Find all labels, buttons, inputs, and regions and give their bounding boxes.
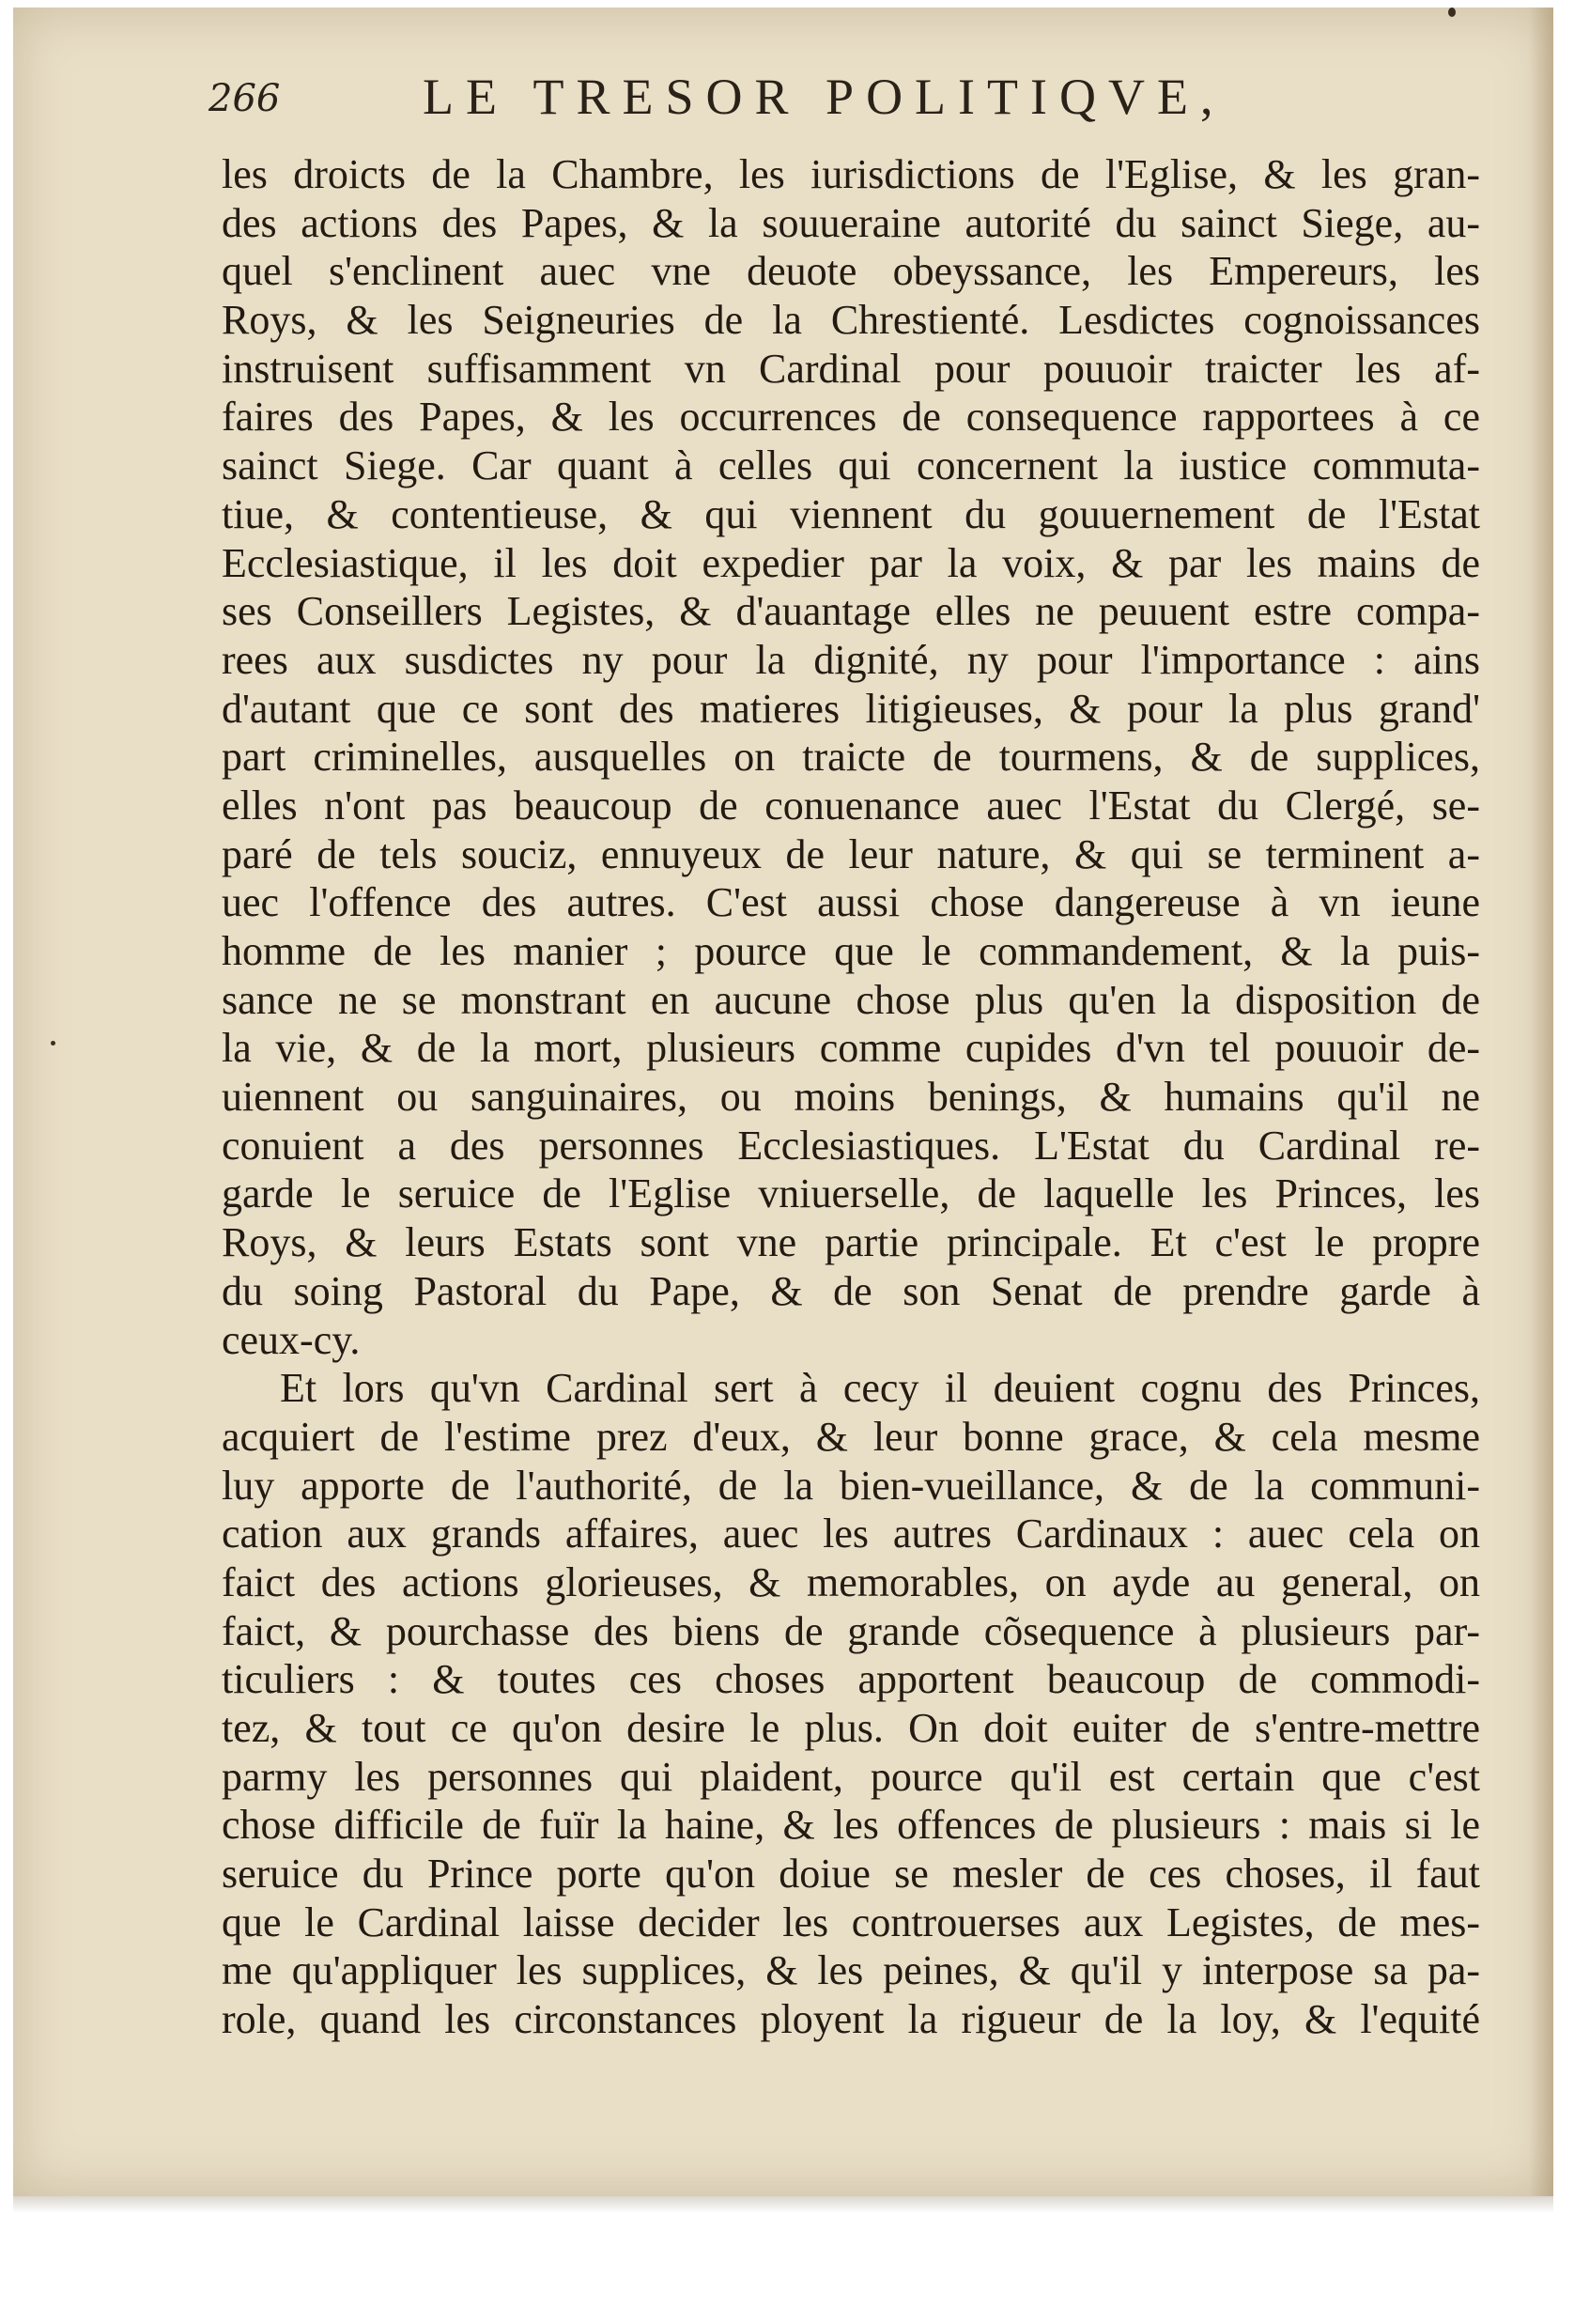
text-line: ses Conseillers Legistes, & d'auantage elles ne peuuent estre compa- bbox=[222, 588, 1480, 635]
text-line: du soing Pastoral du Pape, & de son Senat de prendre garde à bbox=[222, 1267, 1480, 1314]
text-line: ceux-cy. bbox=[222, 1316, 361, 1363]
text-line: part criminelles, ausquelles on traicte de tourmens, & de supplices, bbox=[222, 734, 1480, 781]
running-header bbox=[208, 68, 1505, 143]
text-line: faict des actions glorieuses, & memorables, on ayde au general, on bbox=[222, 1558, 1480, 1605]
text-line: chose difficile de fuïr la haine, & les offences de plusieurs : mais si le bbox=[222, 1802, 1480, 1849]
ink-speck bbox=[1448, 8, 1456, 17]
text-line: seruice du Prince porte qu'on doiue se mesler de ces choses, il faut bbox=[222, 1851, 1480, 1898]
text-line: acquiert de l'estime prez d'eux, & leur bonne grace, & cela mesme bbox=[222, 1413, 1480, 1460]
text-line: que le Cardinal laisse decider les controuerses aux Legistes, de mes- bbox=[222, 1898, 1480, 1945]
text-line: sainct Siege. Car quant à celles qui concernent la iustice commuta- bbox=[222, 442, 1480, 489]
text-line: la vie, & de la mort, plusieurs comme cupides d'vn tel pouuoir de- bbox=[222, 1025, 1480, 1072]
page-number: 266 bbox=[208, 77, 281, 120]
text-line: tez, & tout ce qu'on desire le plus. On doit euiter de s'entre-mettre bbox=[222, 1705, 1480, 1751]
text-line: role, quand les circonstances ployent la rigueur de la loy, & l'equité bbox=[222, 1996, 1480, 2043]
text-line: faires des Papes, & les occurrences de consequence rapportees à ce bbox=[222, 394, 1480, 441]
text-line: Ecclesiastique, il les doit expedier par la voix, & par les mains de bbox=[222, 539, 1480, 586]
body-text bbox=[222, 150, 1480, 2044]
text-line: ticuliers : & toutes ces choses apportent beaucoup de commodi- bbox=[222, 1656, 1480, 1703]
text-line: me qu'appliquer les supplices, & les peines, & qu'il y interpose sa pa- bbox=[222, 1947, 1480, 1994]
text-line: faict, & pourchasse des biens de grande cõsequence à plusieurs par- bbox=[222, 1607, 1480, 1654]
text-line: Roys, & leurs Estats sont vne partie principale. Et c'est le propre bbox=[222, 1219, 1480, 1266]
text-line: cation aux grands affaires, auec les autres Cardinaux : auec cela on bbox=[222, 1511, 1480, 1557]
running-title: LE TRESOR POLITIQVE, bbox=[423, 69, 1226, 125]
text-line: instruisent suffisamment vn Cardinal pour pouuoir traicter les af- bbox=[222, 345, 1480, 392]
text-line: tiue, & contentieuse, & qui viennent du gouuernement de l'Estat bbox=[222, 490, 1480, 537]
text-line: uiennent ou sanguinaires, ou moins benings, & humains qu'il ne bbox=[222, 1074, 1480, 1121]
paragraph-start-line: Et lors qu'vn Cardinal sert à cecy il deuient cognu des Princes, bbox=[280, 1365, 1480, 1412]
text-line: elles n'ont pas beaucoup de conuenance auec l'Estat du Clergé, se- bbox=[222, 782, 1480, 829]
text-line: d'autant que ce sont des matieres litigieuses, & pour la plus grand' bbox=[222, 685, 1480, 732]
text-line: les droicts de la Chambre, les iurisdictions de l'Eglise, & les gran- bbox=[222, 151, 1480, 197]
text-line: Roys, & les Seigneuries de la Chrestienté. Lesdictes cognoissances bbox=[222, 297, 1480, 344]
text-line: garde le seruice de l'Eglise vniuerselle, de laquelle les Princes, les bbox=[222, 1170, 1480, 1217]
page-edge-shadow bbox=[1529, 8, 1553, 2196]
text-line: rees aux susdictes ny pour la dignité, ny pour l'importance : ains bbox=[222, 636, 1480, 683]
text-line: uec l'offence des autres. C'est aussi chose dangereuse à vn ieune bbox=[222, 879, 1480, 926]
text-line: paré de tels souciz, ennuyeux de leur nature, & qui se terminent a- bbox=[222, 830, 1480, 877]
text-line: homme de les manier ; pource que le commandement, & la puis- bbox=[222, 928, 1480, 974]
text-line: parmy les personnes qui plaident, pource qu'il est certain que c'est bbox=[222, 1753, 1480, 1800]
text-line: conuient a des personnes Ecclesiastiques. L'Estat du Cardinal re- bbox=[222, 1122, 1480, 1169]
text-line: des actions des Papes, & la souueraine autorité du sainct Siege, au- bbox=[222, 199, 1480, 246]
page-bottom-shadow bbox=[13, 2196, 1553, 2213]
text-line: quel s'enclinent auec vne deuote obeyssance, les Empereurs, les bbox=[222, 248, 1480, 295]
text-line: sance ne se monstrant en aucune chose plus qu'en la disposition de bbox=[222, 976, 1480, 1023]
ink-speck bbox=[51, 1041, 55, 1046]
text-line: luy apporte de l'authorité, de la bien-vueillance, & de la communi- bbox=[222, 1462, 1480, 1509]
